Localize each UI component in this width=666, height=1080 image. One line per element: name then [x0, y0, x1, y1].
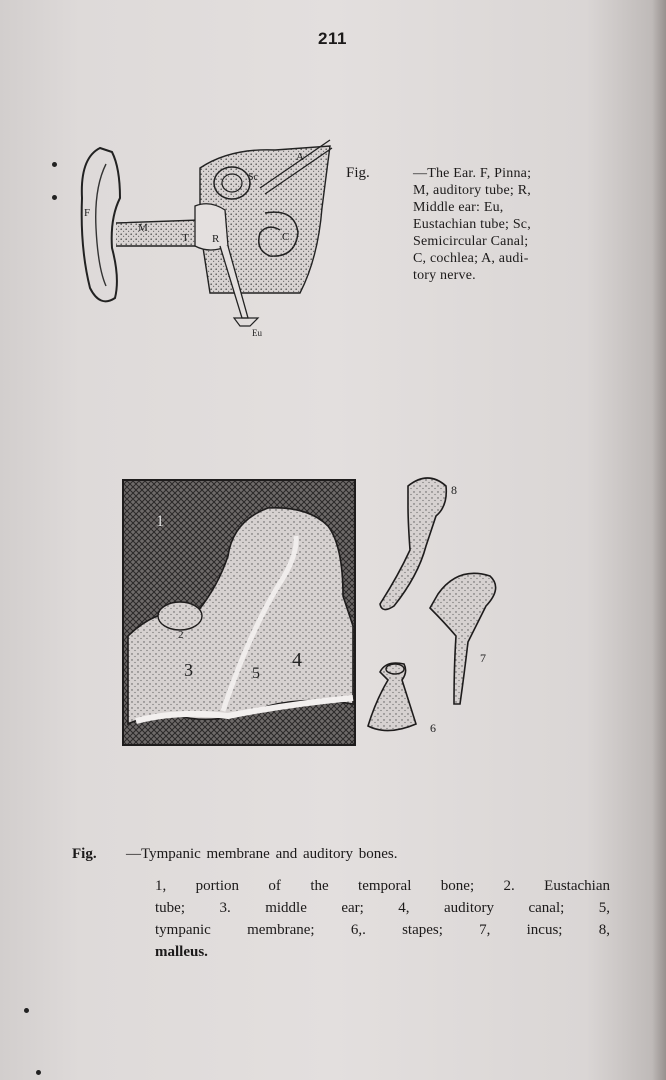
- body-word: of: [268, 878, 281, 894]
- ear-label-a: A: [296, 151, 304, 163]
- body-word: 2.: [503, 878, 515, 894]
- caption-line: Middle ear: Eu,: [413, 200, 504, 215]
- body-word: temporal: [358, 878, 412, 894]
- tympanic-illustration: [118, 466, 508, 751]
- ear-figure-label: Fig.: [346, 165, 370, 181]
- body-line: [155, 897, 610, 919]
- body-word: 5,: [598, 900, 610, 916]
- tympanic-num-7: 7: [480, 651, 486, 665]
- ear-label-c: C: [282, 231, 290, 243]
- body-word: ear;: [341, 900, 364, 916]
- body-word: auditory: [444, 900, 494, 916]
- tympanic-num-1: 1: [156, 513, 164, 530]
- body-word: bone;: [440, 878, 475, 894]
- body-line: [155, 875, 610, 897]
- caption-line: —The Ear. F, Pinna;: [413, 166, 532, 181]
- caption-line: M, auditory tube; R,: [413, 183, 531, 198]
- body-line: [155, 919, 610, 941]
- tympanic-figure-label: Fig.: [72, 846, 97, 862]
- tympanic-num-3: 3: [184, 660, 193, 680]
- body-word: 8,: [598, 922, 610, 938]
- tympanic-num-6: 6: [430, 721, 436, 735]
- body-word: stapes;: [402, 922, 443, 938]
- caption-line: Semicircular Canal;: [413, 234, 529, 249]
- caption-line: C, cochlea; A, audi-: [413, 251, 529, 266]
- body-word: membrane;: [247, 922, 315, 938]
- body-line: [155, 941, 610, 963]
- ear-label-eu: Eu: [252, 328, 262, 338]
- body-word: incus;: [526, 922, 563, 938]
- body-word: 3.: [219, 900, 231, 916]
- ear-figure-caption: [413, 165, 613, 284]
- body-word: middle: [265, 900, 307, 916]
- body-word: the: [310, 878, 329, 894]
- body-word: Eustachian: [544, 878, 610, 894]
- ear-illustration: [60, 128, 350, 343]
- body-word: 6,.: [350, 922, 366, 938]
- ear-label-m: M: [138, 222, 148, 234]
- body-word: canal;: [528, 900, 565, 916]
- tympanic-num-4: 4: [292, 649, 302, 671]
- ink-speck: [24, 1008, 29, 1013]
- body-word: malleus.: [155, 944, 208, 960]
- ear-label-t: T: [182, 232, 189, 244]
- page-number: 211: [318, 29, 347, 48]
- body-word: 1,: [155, 878, 167, 894]
- ear-label-r: R: [212, 233, 220, 245]
- tympanic-num-8: 8: [451, 483, 457, 497]
- body-word: 4,: [398, 900, 410, 916]
- tympanic-figure-title: —Tympanic membrane and auditory bones.: [126, 846, 398, 862]
- caption-line: Eustachian tube; Sc,: [413, 217, 531, 232]
- tympanic-figure-body: [155, 875, 610, 963]
- body-word: tympanic: [155, 922, 211, 938]
- ink-speck: [52, 162, 57, 167]
- caption-line: tory nerve.: [413, 268, 476, 283]
- body-word: tube;: [155, 900, 185, 916]
- ink-speck: [52, 195, 57, 200]
- ear-label-f: F: [84, 207, 91, 219]
- tympanic-num-2: 2: [178, 629, 184, 641]
- body-word: 7,: [479, 922, 491, 938]
- page-edge-shadow: [652, 0, 666, 1080]
- body-word: portion: [195, 878, 239, 894]
- ink-speck: [36, 1070, 41, 1075]
- tympanic-num-5: 5: [252, 665, 260, 682]
- ear-label-sc: Sc: [248, 172, 258, 183]
